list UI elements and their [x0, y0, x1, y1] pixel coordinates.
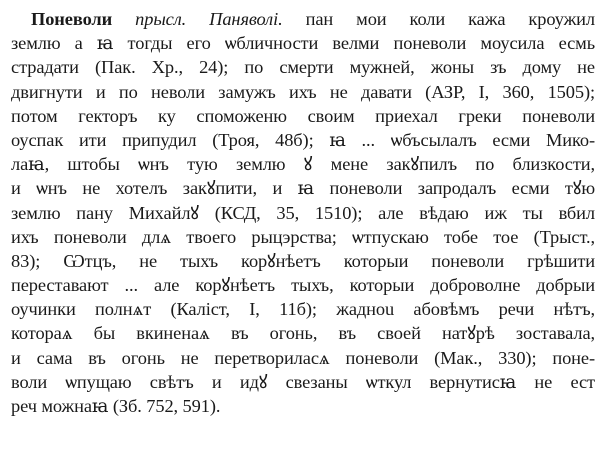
- entry-line-15: и сама въ огонь не перетвориласѧ поневоли (Мак., 330); поне-: [11, 347, 595, 368]
- entry-line-5: потом гекторъ ку споможеню своим приехал греки поневоли: [11, 105, 595, 126]
- entry-line-12: переставают ... але корꙋнѣетъ тыхъ, которыи доброволне добрыи: [11, 275, 595, 296]
- entry-line-17: реч можнаꙗ (Зб. 752, 591).: [11, 396, 221, 416]
- entry-line-2: землю а ꙗ тогды его ѡбличности велми поневоли моусила есмь: [11, 33, 595, 54]
- entry-line-1: [11, 7, 595, 31]
- entry-line-13: оучинки полнѧт (Каліст, I, 11б); жадноu абовѣмъ речи нѣтъ,: [11, 299, 595, 320]
- entry-line-6: оуспак ити припудил (Троя, 48б); ꙗ ... ѡбъсылалъ есми Мико-: [11, 129, 595, 150]
- part-of-speech-label: прысл. Паняволі.: [135, 9, 283, 29]
- entry-line-4: двигнути и по неволи замужъ ихъ не давати (АЗР, I, 360, 1505);: [11, 81, 595, 102]
- entry-line-16: воли ѡпущаю свѣтъ и идꙋ свезаны ѡткул вернутисꙗ не ест: [11, 371, 595, 392]
- entry-line-7: лаꙗ, штобы ѡнъ тую землю ꙋ мене закꙋпилъ по близкости,: [11, 154, 595, 175]
- entry-line-10: ихъ поневоли длѧ твоего рыцэрства; ѡтпускаю тобе тое (Трыст.,: [11, 226, 595, 247]
- entry-line-8: и ѡнъ не хотелъ закꙋпити, и ꙗ поневоли запродалъ есми тꙋю: [11, 178, 595, 199]
- headword: Поневоли: [31, 9, 113, 29]
- entry-line-11: 83); Ѡтцъ, не тыхъ корꙋнѣетъ которыи поневоли грѣшити: [11, 250, 595, 271]
- entry-line-14: котораѧ бы вкиненаѧ въ огонь, въ своей натꙋрѣ зоставала,: [11, 323, 595, 344]
- entry-line-3: страдати (Пак. Хр., 24); по смерти мужней, жоны зъ дому не: [11, 57, 595, 78]
- entry-text: пан мои коли кажа кроужил: [305, 9, 595, 29]
- entry-line-9: землю пану Михайлꙋ (КСД, 35, 1510); але вѣдаю иж ты вбил: [11, 202, 595, 223]
